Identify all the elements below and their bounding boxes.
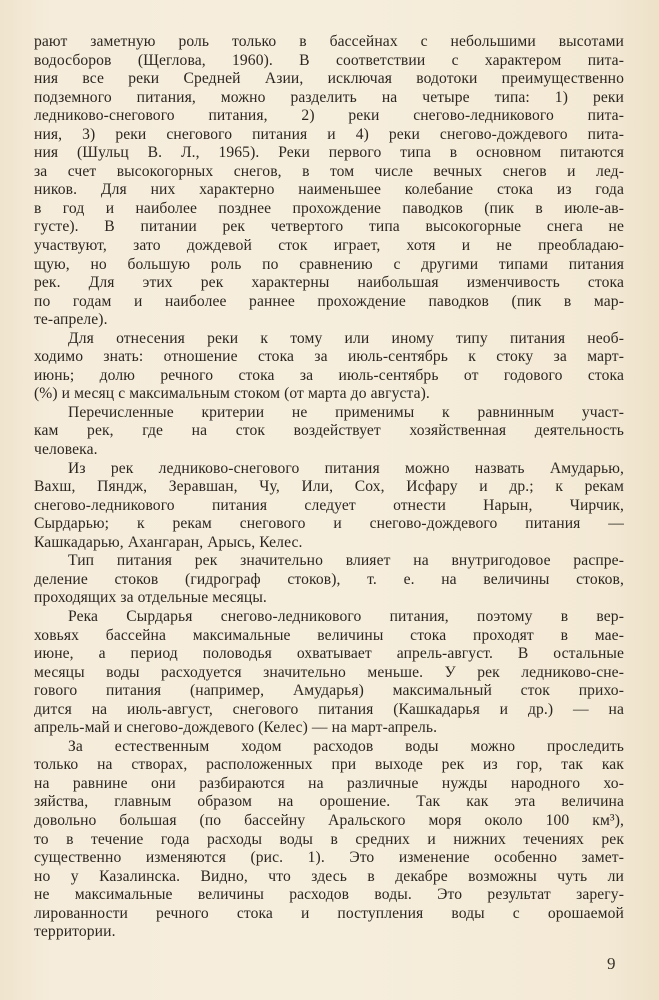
text-line: дится на июль-август, снегового питания (Кашкадарья и др.) — на <box>34 700 624 718</box>
page-number: 9 <box>607 954 616 973</box>
text-line: водосборов (Щеглова, 1960). В соответствии с характером пита- <box>34 51 624 69</box>
text-line: проходящих за отдельные месяцы. <box>34 589 267 607</box>
text-line: кам рек, где на сток воздействует хозяйственная деятельность <box>34 422 624 440</box>
text-line: Вахш, Пяндж, Зеравшан, Чу, Или, Сох, Исфару и др.; к рекам <box>34 478 624 496</box>
text-line: месяцы воды расходуется значительно меньше. У рек ледниково-сне- <box>34 663 624 681</box>
text-line: те-апреле). <box>34 311 108 329</box>
text-line: существенно изменяются (рис. 1). Это изменение особенно замет- <box>34 849 624 867</box>
text-line: ния, 3) реки снегового питания и 4) реки снегово-дождевого пита- <box>34 125 624 143</box>
text-line: лированности речного стока и поступления воды с орошаемой <box>34 904 624 922</box>
text-line: но у Казалинска. Видно, что здесь в декабре возможны чуть ли <box>34 867 624 885</box>
text-line: Кашкадарью, Ахангаран, Арысь, Келес. <box>34 533 303 551</box>
text-line: территории. <box>34 923 116 941</box>
text-line: то в течение года расходы воды в средних и нижних течениях рек <box>34 830 624 848</box>
body-text <box>34 33 624 942</box>
text-line: участвуют, зато дождевой сток играет, хотя и не преобладаю- <box>34 237 624 255</box>
text-line: (%) и месяц с максимальным стоком (от марта до августа). <box>34 385 430 403</box>
text-line: щую, но большую роль по сравнению с другими типами питания <box>34 255 624 273</box>
text-line: на равнине они разбираются на различные нужды народного хо- <box>34 774 624 792</box>
text-line: ледниково-снегового питания, 2) реки снегово-ледникового пита- <box>34 107 624 125</box>
text-line: рек. Для этих рек характерны наибольшая изменчивость стока <box>34 274 624 292</box>
text-line: апрель-май и снегово-дождевого (Келес) — на март-апрель. <box>34 719 438 737</box>
text-line: по годам и наиболее раннее прохождение паводков (пик в мар- <box>34 292 624 310</box>
text-line: рают заметную роль только в бассейнах с небольшими высотами <box>34 33 624 50</box>
text-line: За естественным ходом расходов воды можно проследить <box>68 737 624 755</box>
text-line: довольно большая (по бассейну Аральского моря около 100 км³), <box>34 811 624 829</box>
text-line: ния (Шульц В. Л., 1965). Реки первого типа в основном питаются <box>34 144 624 162</box>
text-line: июнь; долю речного стока за июль-сентябрь от годового стока <box>34 366 624 384</box>
text-line: ходимо знать: отношение стока за июль-сентябрь к стоку за март- <box>34 348 624 366</box>
text-line: только на створах, расположенных при выходе рек из гор, так как <box>34 756 624 774</box>
text-line: Сырдарью; к рекам снегового и снегово-дождевого питания — <box>34 515 624 533</box>
text-line: ховьях бассейна максимальные величины стока проходят в мае- <box>34 626 624 644</box>
text-line: Перечисленные критерии не применимы к равнинным участ- <box>68 403 624 421</box>
text-line: не максимальные величины расходов воды. Это результат зарегу- <box>34 886 624 904</box>
text-line: снегово-ледникового питания следует отнести Нарын, Чирчик, <box>34 496 624 514</box>
text-line: Река Сырдарья снегово-ледникового питания, поэтому в вер- <box>68 607 624 625</box>
text-line: подземного питания, можно разделить на четыре типа: 1) реки <box>34 88 624 106</box>
text-line: за счет высокогорных снегов, в том числе вечных снегов и лед- <box>34 162 624 180</box>
text-line: в год и наиболее позднее прохождение паводков (пик в июле-ав- <box>34 199 624 217</box>
text-line: человека. <box>34 441 98 459</box>
text-line: гового питания (например, Амударья) максимальный сток прихо- <box>34 682 624 700</box>
text-line: ния все реки Средней Азии, исключая водотоки преимущественно <box>34 70 624 88</box>
text-line: деление стоков (гидрограф стоков), т. е. на величины стоков, <box>34 570 624 588</box>
text-line: июне, а период половодья охватывает апрель-август. В остальные <box>34 645 624 663</box>
text-line: Тип питания рек значительно влияет на внутригодовое распре- <box>68 552 624 570</box>
text-line: густе). В питании рек четвертого типа высокогорные снега не <box>34 218 624 236</box>
text-line: зяйства, главным образом на орошение. Так как эта величина <box>34 793 624 811</box>
text-line: Из рек ледниково-снегового питания можно назвать Амударью, <box>68 459 624 477</box>
text-line: Для отнесения реки к тому или иному типу питания необ- <box>68 329 624 347</box>
text-line: ников. Для них характерно наименьшее колебание стока из года <box>34 181 624 199</box>
